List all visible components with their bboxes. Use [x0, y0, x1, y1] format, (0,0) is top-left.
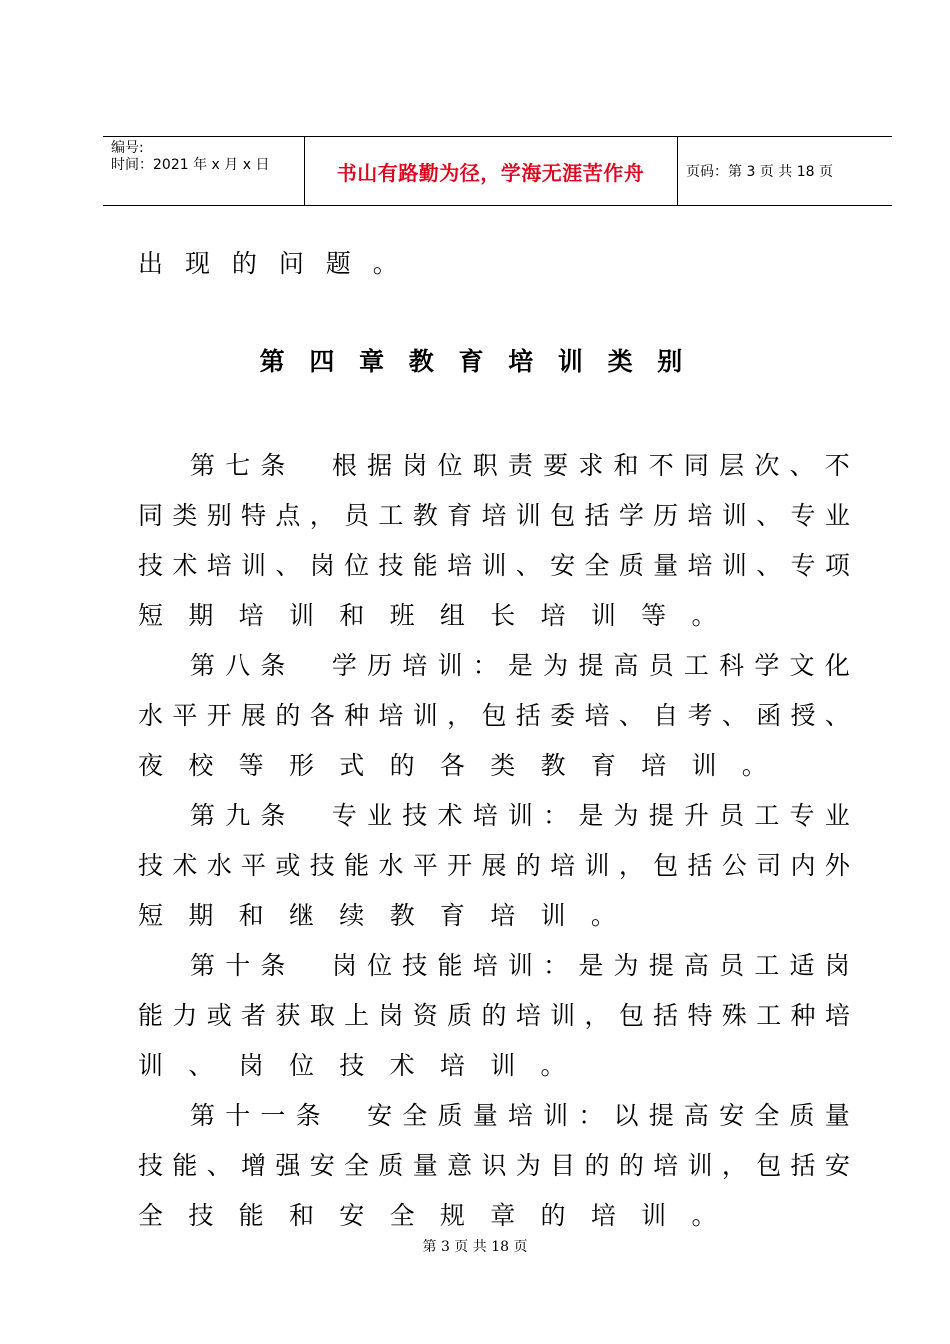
body-line: 短 期 和 继 续 教 育 培 训 。 [138, 901, 616, 930]
body-line: 短 期 培 训 和 班 组 长 培 训 等 。 [138, 601, 717, 630]
body-line: 第 九 条 专 业 技 术 培 训 ： 是 为 提 升 员 工 专 业 [190, 801, 850, 830]
page-footer [0, 1236, 950, 1256]
body-line: 第 十 条 岗 位 技 能 培 训 ： 是 为 提 高 员 工 适 岗 [190, 951, 850, 980]
header-meta [103, 137, 305, 205]
body-line: 第 七 条 根 据 岗 位 职 责 要 求 和 不 同 层 次 、 不 [190, 451, 850, 480]
body-line: 夜 校 等 形 式 的 各 类 教 育 培 训 。 [138, 751, 767, 780]
motto-text: 书山有路勤为径，学海无涯苦作舟 [336, 160, 645, 185]
body-line: 技 术 培 训 、 岗 位 技 能 培 训 、 安 全 质 量 培 训 、 专 项 [138, 551, 850, 580]
number-label: 编号: [111, 140, 144, 156]
body-line: 训 、 岗 位 技 术 培 训 。 [138, 1051, 566, 1080]
body-line: 技 术 水 平 或 技 能 水 平 开 展 的 培 训 ， 包 括 公 司 内 外 [138, 851, 850, 880]
footer-page-number: 第 3 页 共 18 页 [422, 1239, 528, 1255]
page-header [103, 136, 892, 206]
body-line: 第 十 一 条 安 全 质 量 培 训 ： 以 提 高 安 全 质 量 [190, 1101, 850, 1130]
time-label: 时间：2021 年 x 月 x 日 [111, 157, 270, 173]
body-line: 同 类 别 特 点 ， 员 工 教 育 培 训 包 括 学 历 培 训 、 专 业 [138, 501, 850, 530]
body-line: 第 八 条 学 历 培 训 ： 是 为 提 高 员 工 科 学 文 化 [190, 651, 850, 680]
header-motto-cell [304, 137, 678, 205]
chapter-title: 第 四 章 教 育 培 训 类 别 [259, 347, 691, 376]
intro-line: 出 现 的 问 题 。 [138, 249, 405, 278]
body-line: 水 平 开 展 的 各 种 培 训 ， 包 括 委 培 、 自 考 、 函 授 、 [138, 701, 850, 730]
body-line: 全 技 能 和 安 全 规 章 的 培 训 。 [138, 1201, 717, 1230]
body-line: 技 能 、 增 强 安 全 质 量 意 识 为 目 的 的 培 训 ， 包 括 安 [138, 1151, 850, 1180]
body-line: 能 力 或 者 获 取 上 岗 资 质 的 培 训 ， 包 括 特 殊 工 种 培 [138, 1001, 850, 1030]
page-info: 页码：第 3 页 共 18 页 [686, 164, 833, 180]
